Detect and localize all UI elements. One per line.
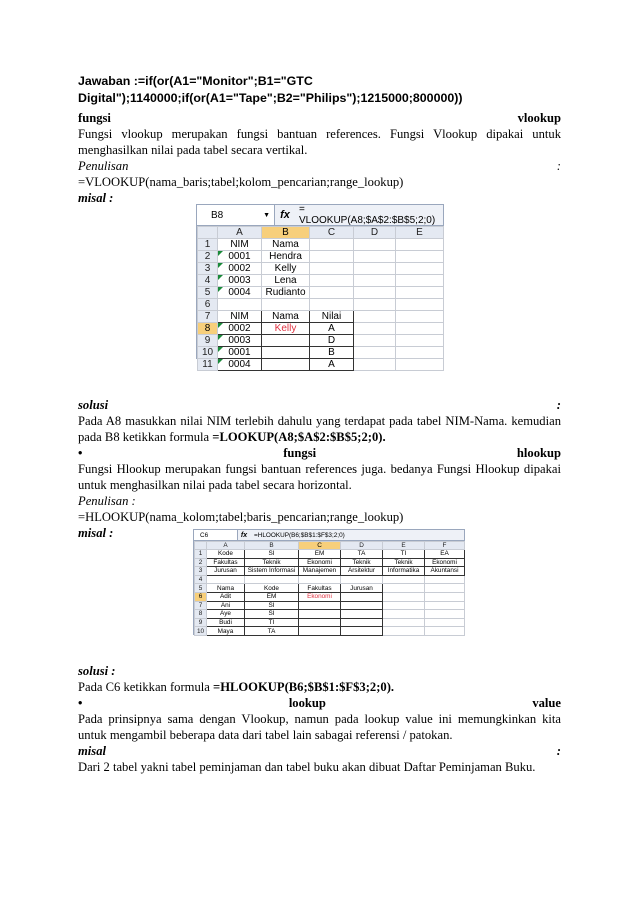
cell-e4[interactable] <box>396 275 444 287</box>
cell-a1[interactable]: Kode <box>207 550 245 559</box>
column-header-b[interactable]: B <box>262 227 310 239</box>
select-all-corner[interactable] <box>198 227 218 239</box>
cell-e10[interactable] <box>383 627 425 636</box>
cell-b1[interactable]: Nama <box>262 239 310 251</box>
cell-a2[interactable]: Fakultas <box>207 558 245 567</box>
cell-e11[interactable] <box>396 359 444 371</box>
cell-b2[interactable]: Hendra <box>262 251 310 263</box>
cell-e5[interactable] <box>396 287 444 299</box>
cell-d7[interactable] <box>341 601 383 610</box>
solusi-label: solusi <box>78 398 109 412</box>
value-desc-line-2: untuk mengambil beberapa data dari tabel lain sabagai referensi / patokan. <box>78 727 453 742</box>
formula-text[interactable]: = VLOOKUP(A8;$A$2:$B$5;2;0) <box>299 204 436 226</box>
cell-c8[interactable]: A <box>310 323 354 335</box>
cell-d3[interactable]: Arsitektur <box>341 567 383 576</box>
row-header-6[interactable]: 6 <box>195 592 207 601</box>
cell-a7[interactable]: NIM <box>218 311 262 323</box>
cell-e9[interactable] <box>396 335 444 347</box>
value-misal-colon: : <box>556 744 561 758</box>
hlookup-solusi-formula: =HLOOKUP(B6;$B$1:$F$3;2;0). <box>213 680 395 694</box>
vlookup-misal: misal : <box>78 191 114 205</box>
cell-b6[interactable] <box>262 299 310 311</box>
cell-c3[interactable] <box>310 263 354 275</box>
cell-f7[interactable] <box>425 601 465 610</box>
row-header-7[interactable]: 7 <box>198 311 218 323</box>
cell-d3[interactable] <box>354 263 396 275</box>
cell-f6[interactable] <box>425 592 465 601</box>
hlookup-desc-line-1: Fungsi Hlookup merupakan fungsi bantuan references juga. bedanya Fungsi Hlookup dipakai <box>78 462 561 476</box>
column-header-d[interactable]: D <box>354 227 396 239</box>
answer-line-2: Digital");1140000;if(or(A1="Tape";B2="Philips");1215000;800000)) <box>78 91 463 105</box>
row-header-9[interactable]: 9 <box>195 618 207 627</box>
cell-a4[interactable]: 0003 <box>218 275 262 287</box>
row-header-5[interactable]: 5 <box>195 584 207 593</box>
cell-c10[interactable]: B <box>310 347 354 359</box>
hlookup-bullet: • <box>78 446 83 460</box>
column-header-d[interactable]: D <box>341 542 383 550</box>
cell-c11[interactable]: A <box>310 359 354 371</box>
cell-e6[interactable] <box>396 299 444 311</box>
row-header-4[interactable]: 4 <box>195 575 207 584</box>
vlookup-solusi-heading <box>78 398 561 414</box>
cell-e7[interactable] <box>396 311 444 323</box>
cell-d8[interactable] <box>354 323 396 335</box>
chevron-down-icon[interactable]: ▼ <box>263 211 270 219</box>
vlookup-heading <box>78 111 561 127</box>
cell-c6[interactable] <box>310 299 354 311</box>
cell-a8[interactable]: Aye <box>207 610 245 619</box>
hlookup-desc-line-2: untuk menghasilkan nilai pada tabel secara horizontal. <box>78 477 352 492</box>
cell-e8[interactable] <box>396 323 444 335</box>
value-bullet: • <box>78 696 83 710</box>
row-header-8[interactable]: 8 <box>198 323 218 335</box>
value-description <box>78 712 561 743</box>
cell-e3[interactable]: Informatika <box>383 567 425 576</box>
cell-b5[interactable]: Rudianto <box>262 287 310 299</box>
cell-c2[interactable] <box>310 251 354 263</box>
cell-e1[interactable]: TI <box>383 550 425 559</box>
cell-d1[interactable] <box>354 239 396 251</box>
cell-c3[interactable]: Manajemen <box>299 567 341 576</box>
row-header-1[interactable]: 1 <box>198 239 218 251</box>
row-header-7[interactable]: 7 <box>195 601 207 610</box>
name-box[interactable] <box>197 205 275 225</box>
vlookup-spreadsheet <box>196 204 444 370</box>
vlookup-grid <box>197 226 444 371</box>
row-header-6[interactable]: 6 <box>198 299 218 311</box>
hlookup-misal: misal : <box>78 526 114 540</box>
cell-a7[interactable]: Ani <box>207 601 245 610</box>
cell-f9[interactable] <box>425 618 465 627</box>
value-last-line: Dari 2 tabel yakni tabel peminjaman dan tabel buku akan dibuat Daftar Peminjaman Buku. <box>78 760 536 774</box>
cell-a8[interactable]: 0002 <box>218 323 262 335</box>
cell-c4[interactable] <box>310 275 354 287</box>
solusi-colon: : <box>556 398 561 412</box>
row-header-8[interactable]: 8 <box>195 610 207 619</box>
penulisan-label: Penulisan <box>78 159 129 173</box>
vlookup-description <box>78 127 561 158</box>
solusi-line-2-formula: =LOOKUP(A8;$A$2:$B$5;2;0). <box>212 429 386 444</box>
cell-f8[interactable] <box>425 610 465 619</box>
fx-icon[interactable]: fx <box>280 209 290 221</box>
cell-e2[interactable] <box>396 251 444 263</box>
row-header-9[interactable]: 9 <box>198 335 218 347</box>
cell-e5[interactable] <box>383 584 425 593</box>
cell-b6[interactable]: EM <box>245 592 299 601</box>
cell-d9[interactable] <box>354 335 396 347</box>
name-box-2-value: C6 <box>200 531 209 539</box>
solusi-line-2 <box>78 430 561 446</box>
cell-b1[interactable]: SI <box>245 550 299 559</box>
row-header-10[interactable]: 10 <box>195 627 207 636</box>
hlookup-solusi-prefix: Pada C6 ketikkan formula <box>78 680 214 694</box>
vlookup-solusi-text <box>78 414 561 445</box>
answer-formula <box>78 73 561 107</box>
cell-a6[interactable]: Adit <box>207 592 245 601</box>
cell-c6[interactable]: Ekonomi <box>299 592 341 601</box>
cell-a5[interactable]: 0004 <box>218 287 262 299</box>
name-box-value: B8 <box>211 209 224 221</box>
cell-d4[interactable] <box>341 575 383 584</box>
cell-d5[interactable] <box>354 287 396 299</box>
cell-e6[interactable] <box>383 592 425 601</box>
cell-a9[interactable]: Budi <box>207 618 245 627</box>
value-desc-line-1: Pada prinsipnya sama dengan Vlookup, namun pada lookup value ini memungkinkan kita <box>78 712 561 726</box>
cell-c5[interactable] <box>310 287 354 299</box>
cell-f1[interactable]: EA <box>425 550 465 559</box>
cell-a9[interactable]: 0003 <box>218 335 262 347</box>
column-header-c[interactable]: C <box>299 542 341 550</box>
cell-b3[interactable]: Kelly <box>262 263 310 275</box>
cell-d6[interactable] <box>341 592 383 601</box>
hlookup-grid <box>194 541 465 636</box>
cell-a4[interactable] <box>207 575 245 584</box>
formula-text-2[interactable]: =HLOOKUP(B6;$B$1:$F$3;2;0) <box>254 531 345 539</box>
column-header-b[interactable]: B <box>245 542 299 550</box>
cell-b4[interactable]: Lena <box>262 275 310 287</box>
cell-b5[interactable]: Kode <box>245 584 299 593</box>
cell-b10[interactable] <box>262 347 310 359</box>
cell-a2[interactable]: 0001 <box>218 251 262 263</box>
cell-c7[interactable]: Nilai <box>310 311 354 323</box>
row-header-11[interactable]: 11 <box>198 359 218 371</box>
vlookup-desc-line-2: menghasilkan nilai pada tabel secara vertikal. <box>78 142 308 157</box>
cell-d7[interactable] <box>354 311 396 323</box>
cell-b4[interactable] <box>245 575 299 584</box>
column-header-c[interactable]: C <box>310 227 354 239</box>
cell-b11[interactable] <box>262 359 310 371</box>
row-header-3[interactable]: 3 <box>195 567 207 576</box>
cell-d9[interactable] <box>341 618 383 627</box>
cell-d10[interactable] <box>354 347 396 359</box>
row-header-5[interactable]: 5 <box>198 287 218 299</box>
column-header-e[interactable]: E <box>383 542 425 550</box>
cell-b9[interactable]: TI <box>245 618 299 627</box>
hlookup-description <box>78 462 561 493</box>
formula-bar <box>197 205 443 226</box>
cell-c2[interactable]: Ekonomi <box>299 558 341 567</box>
cell-d6[interactable] <box>354 299 396 311</box>
column-header-f[interactable]: F <box>425 542 465 550</box>
hlookup-solusi-text <box>78 680 561 696</box>
value-heading-mid: lookup <box>288 696 326 710</box>
formula-bar-2 <box>194 530 464 541</box>
cell-f5[interactable] <box>425 584 465 593</box>
cell-e3[interactable] <box>396 263 444 275</box>
cell-b10[interactable]: TA <box>245 627 299 636</box>
cell-a10[interactable]: Maya <box>207 627 245 636</box>
row-header-4[interactable]: 4 <box>198 275 218 287</box>
cell-d8[interactable] <box>341 610 383 619</box>
cell-f2[interactable]: Ekonomi <box>425 558 465 567</box>
vlookup-desc-line-1: Fungsi vlookup merupakan fungsi bantuan references. Fungsi Vlookup dipakai untuk <box>78 127 561 141</box>
vlookup-heading-right: vlookup <box>517 111 561 125</box>
cell-d10[interactable] <box>341 627 383 636</box>
row-header-3[interactable]: 3 <box>198 263 218 275</box>
row-header-2[interactable]: 2 <box>198 251 218 263</box>
cell-b3[interactable]: Sistem Informasi <box>245 567 299 576</box>
cell-a3[interactable]: 0002 <box>218 263 262 275</box>
cell-f3[interactable]: Akuntansi <box>425 567 465 576</box>
cell-b2[interactable]: Teknik <box>245 558 299 567</box>
cell-e1[interactable] <box>396 239 444 251</box>
cell-a5[interactable]: Nama <box>207 584 245 593</box>
hlookup-solusi-heading: solusi : <box>78 664 116 678</box>
cell-b9[interactable] <box>262 335 310 347</box>
cell-f4[interactable] <box>425 575 465 584</box>
cell-c5[interactable]: Fakultas <box>299 584 341 593</box>
answer-line-1: Jawaban :=if(or(A1="Monitor";B1="GTC <box>78 74 313 88</box>
row-header-2[interactable]: 2 <box>195 558 207 567</box>
cell-b7[interactable]: Nama <box>262 311 310 323</box>
cell-e2[interactable]: Teknik <box>383 558 425 567</box>
value-heading-right: value <box>532 696 561 710</box>
column-header-e[interactable]: E <box>396 227 444 239</box>
row-header-10[interactable]: 10 <box>198 347 218 359</box>
cell-f10[interactable] <box>425 627 465 636</box>
value-heading <box>78 696 561 712</box>
select-all-corner-2[interactable] <box>195 542 207 550</box>
cell-a11[interactable]: 0004 <box>218 359 262 371</box>
cell-d11[interactable] <box>354 359 396 371</box>
column-header-a[interactable]: A <box>218 227 262 239</box>
vlookup-heading-left: fungsi <box>78 111 111 125</box>
vlookup-syntax: =VLOOKUP(nama_baris;tabel;kolom_pencarian;range_lookup) <box>78 175 404 189</box>
solusi-line-2-prefix: pada B8 ketikkan formula <box>78 429 213 444</box>
cell-c8[interactable] <box>299 610 341 619</box>
cell-e7[interactable] <box>383 601 425 610</box>
cell-a10[interactable]: 0001 <box>218 347 262 359</box>
cell-b8[interactable]: SI <box>245 610 299 619</box>
cell-c9[interactable]: D <box>310 335 354 347</box>
cell-d4[interactable] <box>354 275 396 287</box>
column-header-a[interactable]: A <box>207 542 245 550</box>
cell-e10[interactable] <box>396 347 444 359</box>
value-misal-label: misal <box>78 744 106 758</box>
cell-a1[interactable]: NIM <box>218 239 262 251</box>
cell-c4[interactable] <box>299 575 341 584</box>
cell-b8[interactable]: Kelly <box>262 323 310 335</box>
hlookup-heading-mid: fungsi <box>283 446 317 460</box>
cell-e9[interactable] <box>383 618 425 627</box>
cell-d5[interactable]: Jurusan <box>341 584 383 593</box>
hlookup-penulisan: Penulisan : <box>78 494 136 508</box>
cell-e4[interactable] <box>383 575 425 584</box>
cell-c10[interactable] <box>299 627 341 636</box>
vlookup-penulisan <box>78 159 561 175</box>
cell-c9[interactable] <box>299 618 341 627</box>
name-box-2[interactable] <box>194 530 238 540</box>
cell-c7[interactable] <box>299 601 341 610</box>
cell-d2[interactable]: Teknik <box>341 558 383 567</box>
penulisan-colon: : <box>556 159 561 173</box>
cell-c1[interactable] <box>310 239 354 251</box>
cell-a3[interactable]: Jurusan <box>207 567 245 576</box>
cell-a6[interactable] <box>218 299 262 311</box>
cell-d1[interactable]: TA <box>341 550 383 559</box>
row-header-1[interactable]: 1 <box>195 550 207 559</box>
hlookup-syntax: =HLOOKUP(nama_kolom;tabel;baris_pencarian;range_lookup) <box>78 510 404 524</box>
hlookup-heading-right: hlookup <box>516 446 561 460</box>
cell-d2[interactable] <box>354 251 396 263</box>
cell-c1[interactable]: EM <box>299 550 341 559</box>
solusi-line-1: Pada A8 masukkan nilai NIM terlebih dahulu yang terdapat pada tabel NIM-Nama. kemudian <box>78 414 561 428</box>
cell-b7[interactable]: SI <box>245 601 299 610</box>
hlookup-spreadsheet <box>193 529 465 635</box>
value-misal <box>78 744 561 760</box>
fx-icon-2[interactable]: fx <box>240 531 248 539</box>
hlookup-heading <box>78 446 561 462</box>
cell-e8[interactable] <box>383 610 425 619</box>
